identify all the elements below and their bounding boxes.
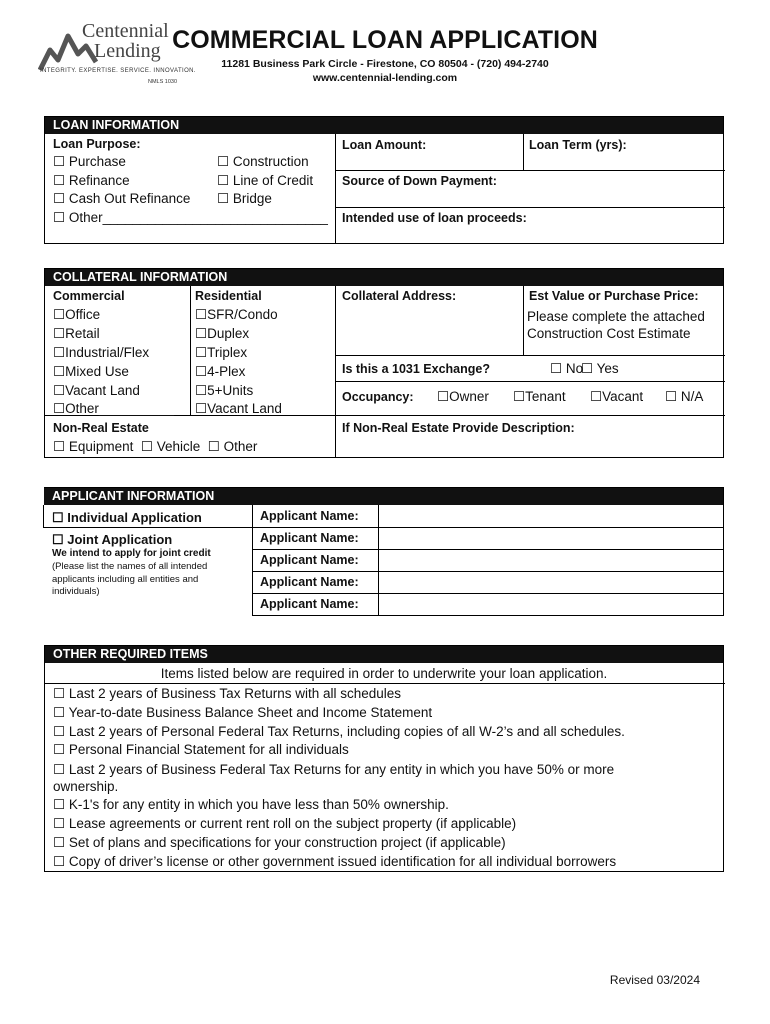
- logo-nmls: NMLS 1030: [148, 79, 178, 85]
- occupancy-vacant-checkbox[interactable]: ☐Vacant: [590, 389, 644, 404]
- est-value-note-line2: Construction Cost Estimate: [527, 326, 691, 341]
- loan-term-label: Loan Term (yrs):: [529, 138, 627, 152]
- applicant-name-field-4[interactable]: [380, 572, 722, 592]
- occupancy-label: Occupancy:: [342, 390, 414, 404]
- non-real-estate-description-field[interactable]: [342, 437, 720, 455]
- logo-name-line1: Centennial: [82, 20, 169, 42]
- company-website: www.centennial-lending.com: [312, 72, 458, 84]
- purpose-line-of-credit-checkbox[interactable]: ☐ Line of Credit: [217, 173, 314, 188]
- collateral-information-section: [44, 268, 724, 458]
- joint-application-checkbox[interactable]: ☐ Joint Application: [52, 532, 173, 547]
- required-items-intro: Items listed below are required in order to underwrite your loan application.: [160, 666, 608, 681]
- required-item-drivers-license[interactable]: ☐ Copy of driver’s license or other government issued identification for all individual borrowers: [53, 854, 617, 869]
- other-required-items-header: OTHER REQUIRED ITEMS: [45, 646, 723, 663]
- applicant-information-section: [44, 487, 724, 615]
- individual-application-checkbox[interactable]: ☐ Individual Application: [52, 510, 202, 525]
- collateral-address-field[interactable]: [342, 307, 517, 351]
- applicant-name-label-4: Applicant Name:: [260, 575, 359, 589]
- applicant-name-field-1[interactable]: [380, 506, 722, 526]
- required-item-balance-sheet[interactable]: ☐ Year-to-date Business Balance Sheet and Income Statement: [53, 705, 433, 720]
- required-item-entity-tax-returns-cont: ownership.: [53, 779, 119, 794]
- required-item-k1[interactable]: ☐ K-1's for any entity in which you have less than 50% ownership.: [53, 797, 449, 812]
- joint-applicants-instructions: (Please list the names of all intended applicants including all entities and individuals): [52, 561, 208, 597]
- page-title: COMMERCIAL LOAN APPLICATION: [172, 26, 598, 54]
- exchange-yes-checkbox[interactable]: ☐ Yes: [581, 361, 619, 376]
- logo-tagline: INTEGRITY. EXPERTISE. SERVICE. INNOVATION.: [40, 68, 196, 74]
- applicant-name-label-5: Applicant Name:: [260, 597, 359, 611]
- non-real-estate-label: Non-Real Estate: [53, 421, 149, 435]
- residential-duplex-checkbox[interactable]: ☐Duplex: [195, 326, 250, 341]
- required-item-business-tax-returns[interactable]: ☐ Last 2 years of Business Tax Returns with all schedules: [53, 686, 402, 701]
- purpose-construction-checkbox[interactable]: ☐ Construction: [217, 154, 309, 169]
- applicant-name-label-2: Applicant Name:: [260, 531, 359, 545]
- collateral-address-label: Collateral Address:: [342, 289, 457, 303]
- required-item-personal-financial-statement[interactable]: ☐ Personal Financial Statement for all individuals: [53, 742, 349, 757]
- applicant-name-label-1: Applicant Name:: [260, 509, 359, 523]
- company-address: 11281 Business Park Circle - Firestone, CO 80504 - (720) 494-2740: [221, 58, 549, 70]
- est-value-note-line1: Please complete the attached: [527, 309, 705, 324]
- purpose-purchase-checkbox[interactable]: ☐ Purchase: [53, 154, 126, 169]
- loan-purpose-label: Loan Purpose:: [53, 137, 141, 151]
- occupancy-tenant-checkbox[interactable]: ☐Tenant: [513, 389, 566, 404]
- purpose-cash-out-checkbox[interactable]: ☐ Cash Out Refinance: [53, 191, 191, 206]
- loan-information-header: LOAN INFORMATION: [45, 117, 723, 134]
- loan-amount-label: Loan Amount:: [342, 138, 427, 152]
- required-item-personal-tax-returns[interactable]: ☐ Last 2 years of Personal Federal Tax Returns, including copies of all W-2’s and all schedules.: [53, 724, 625, 739]
- commercial-vacant-land-checkbox[interactable]: ☐Vacant Land: [53, 383, 140, 398]
- occupancy-na-checkbox[interactable]: ☐ N/A: [665, 389, 704, 404]
- non-real-estate-options[interactable]: ☐ Equipment ☐ Vehicle ☐ Other: [53, 439, 258, 454]
- loan-amount-field[interactable]: [425, 137, 520, 167]
- required-item-construction-plans[interactable]: ☐ Set of plans and specifications for your construction project (if applicable): [53, 835, 506, 850]
- other-required-items-section: [44, 645, 724, 872]
- commercial-industrial-checkbox[interactable]: ☐Industrial/Flex: [53, 345, 150, 360]
- residential-label: Residential: [195, 289, 262, 303]
- purpose-refinance-checkbox[interactable]: ☐ Refinance: [53, 173, 130, 188]
- applicant-name-label-3: Applicant Name:: [260, 553, 359, 567]
- commercial-mixed-use-checkbox[interactable]: ☐Mixed Use: [53, 364, 129, 379]
- commercial-office-checkbox[interactable]: ☐Office: [53, 307, 101, 322]
- intended-use-field[interactable]: [545, 210, 720, 240]
- required-item-lease-agreements[interactable]: ☐ Lease agreements or current rent roll on the subject property (if applicable): [53, 816, 517, 831]
- applicant-information-header: APPLICANT INFORMATION: [44, 488, 723, 505]
- applicant-name-field-2[interactable]: [380, 528, 722, 548]
- collateral-information-header: COLLATERAL INFORMATION: [45, 269, 723, 286]
- exchange-no-checkbox[interactable]: ☐ No: [550, 361, 584, 376]
- purpose-bridge-checkbox[interactable]: ☐ Bridge: [217, 191, 272, 206]
- logo-name-line2: Lending: [94, 40, 161, 62]
- required-item-entity-tax-returns[interactable]: ☐ Last 2 years of Business Federal Tax Returns for any entity in which you have 50% or more: [53, 762, 615, 777]
- loan-term-field[interactable]: [641, 137, 721, 167]
- joint-credit-intent-note: We intend to apply for joint credit: [52, 548, 211, 559]
- intended-use-label: Intended use of loan proceeds:: [342, 211, 527, 225]
- residential-sfr-checkbox[interactable]: ☐SFR/Condo: [195, 307, 278, 322]
- est-value-label: Est Value or Purchase Price:: [529, 289, 699, 303]
- commercial-label: Commercial: [53, 289, 125, 303]
- loan-information-section: [44, 116, 724, 244]
- purpose-other-checkbox[interactable]: ☐ Other______________________________: [53, 210, 328, 225]
- commercial-retail-checkbox[interactable]: ☐Retail: [53, 326, 100, 341]
- residential-vacant-land-checkbox[interactable]: ☐Vacant Land: [195, 401, 282, 416]
- revision-date: Revised 03/2024: [609, 973, 700, 987]
- applicant-name-field-3[interactable]: [380, 550, 722, 570]
- applicant-name-field-5[interactable]: [380, 594, 722, 614]
- commercial-other-checkbox[interactable]: ☐Other__________: [53, 401, 174, 416]
- down-payment-field[interactable]: [515, 173, 720, 203]
- residential-4plex-checkbox[interactable]: ☐4-Plex: [195, 364, 246, 379]
- exchange-1031-label: Is this a 1031 Exchange?: [342, 362, 490, 376]
- residential-triplex-checkbox[interactable]: ☐Triplex: [195, 345, 248, 360]
- residential-5plus-checkbox[interactable]: ☐5+Units: [195, 383, 254, 398]
- occupancy-owner-checkbox[interactable]: ☐Owner: [437, 389, 489, 404]
- down-payment-label: Source of Down Payment:: [342, 174, 497, 188]
- non-real-estate-description-label: If Non-Real Estate Provide Description:: [342, 421, 575, 435]
